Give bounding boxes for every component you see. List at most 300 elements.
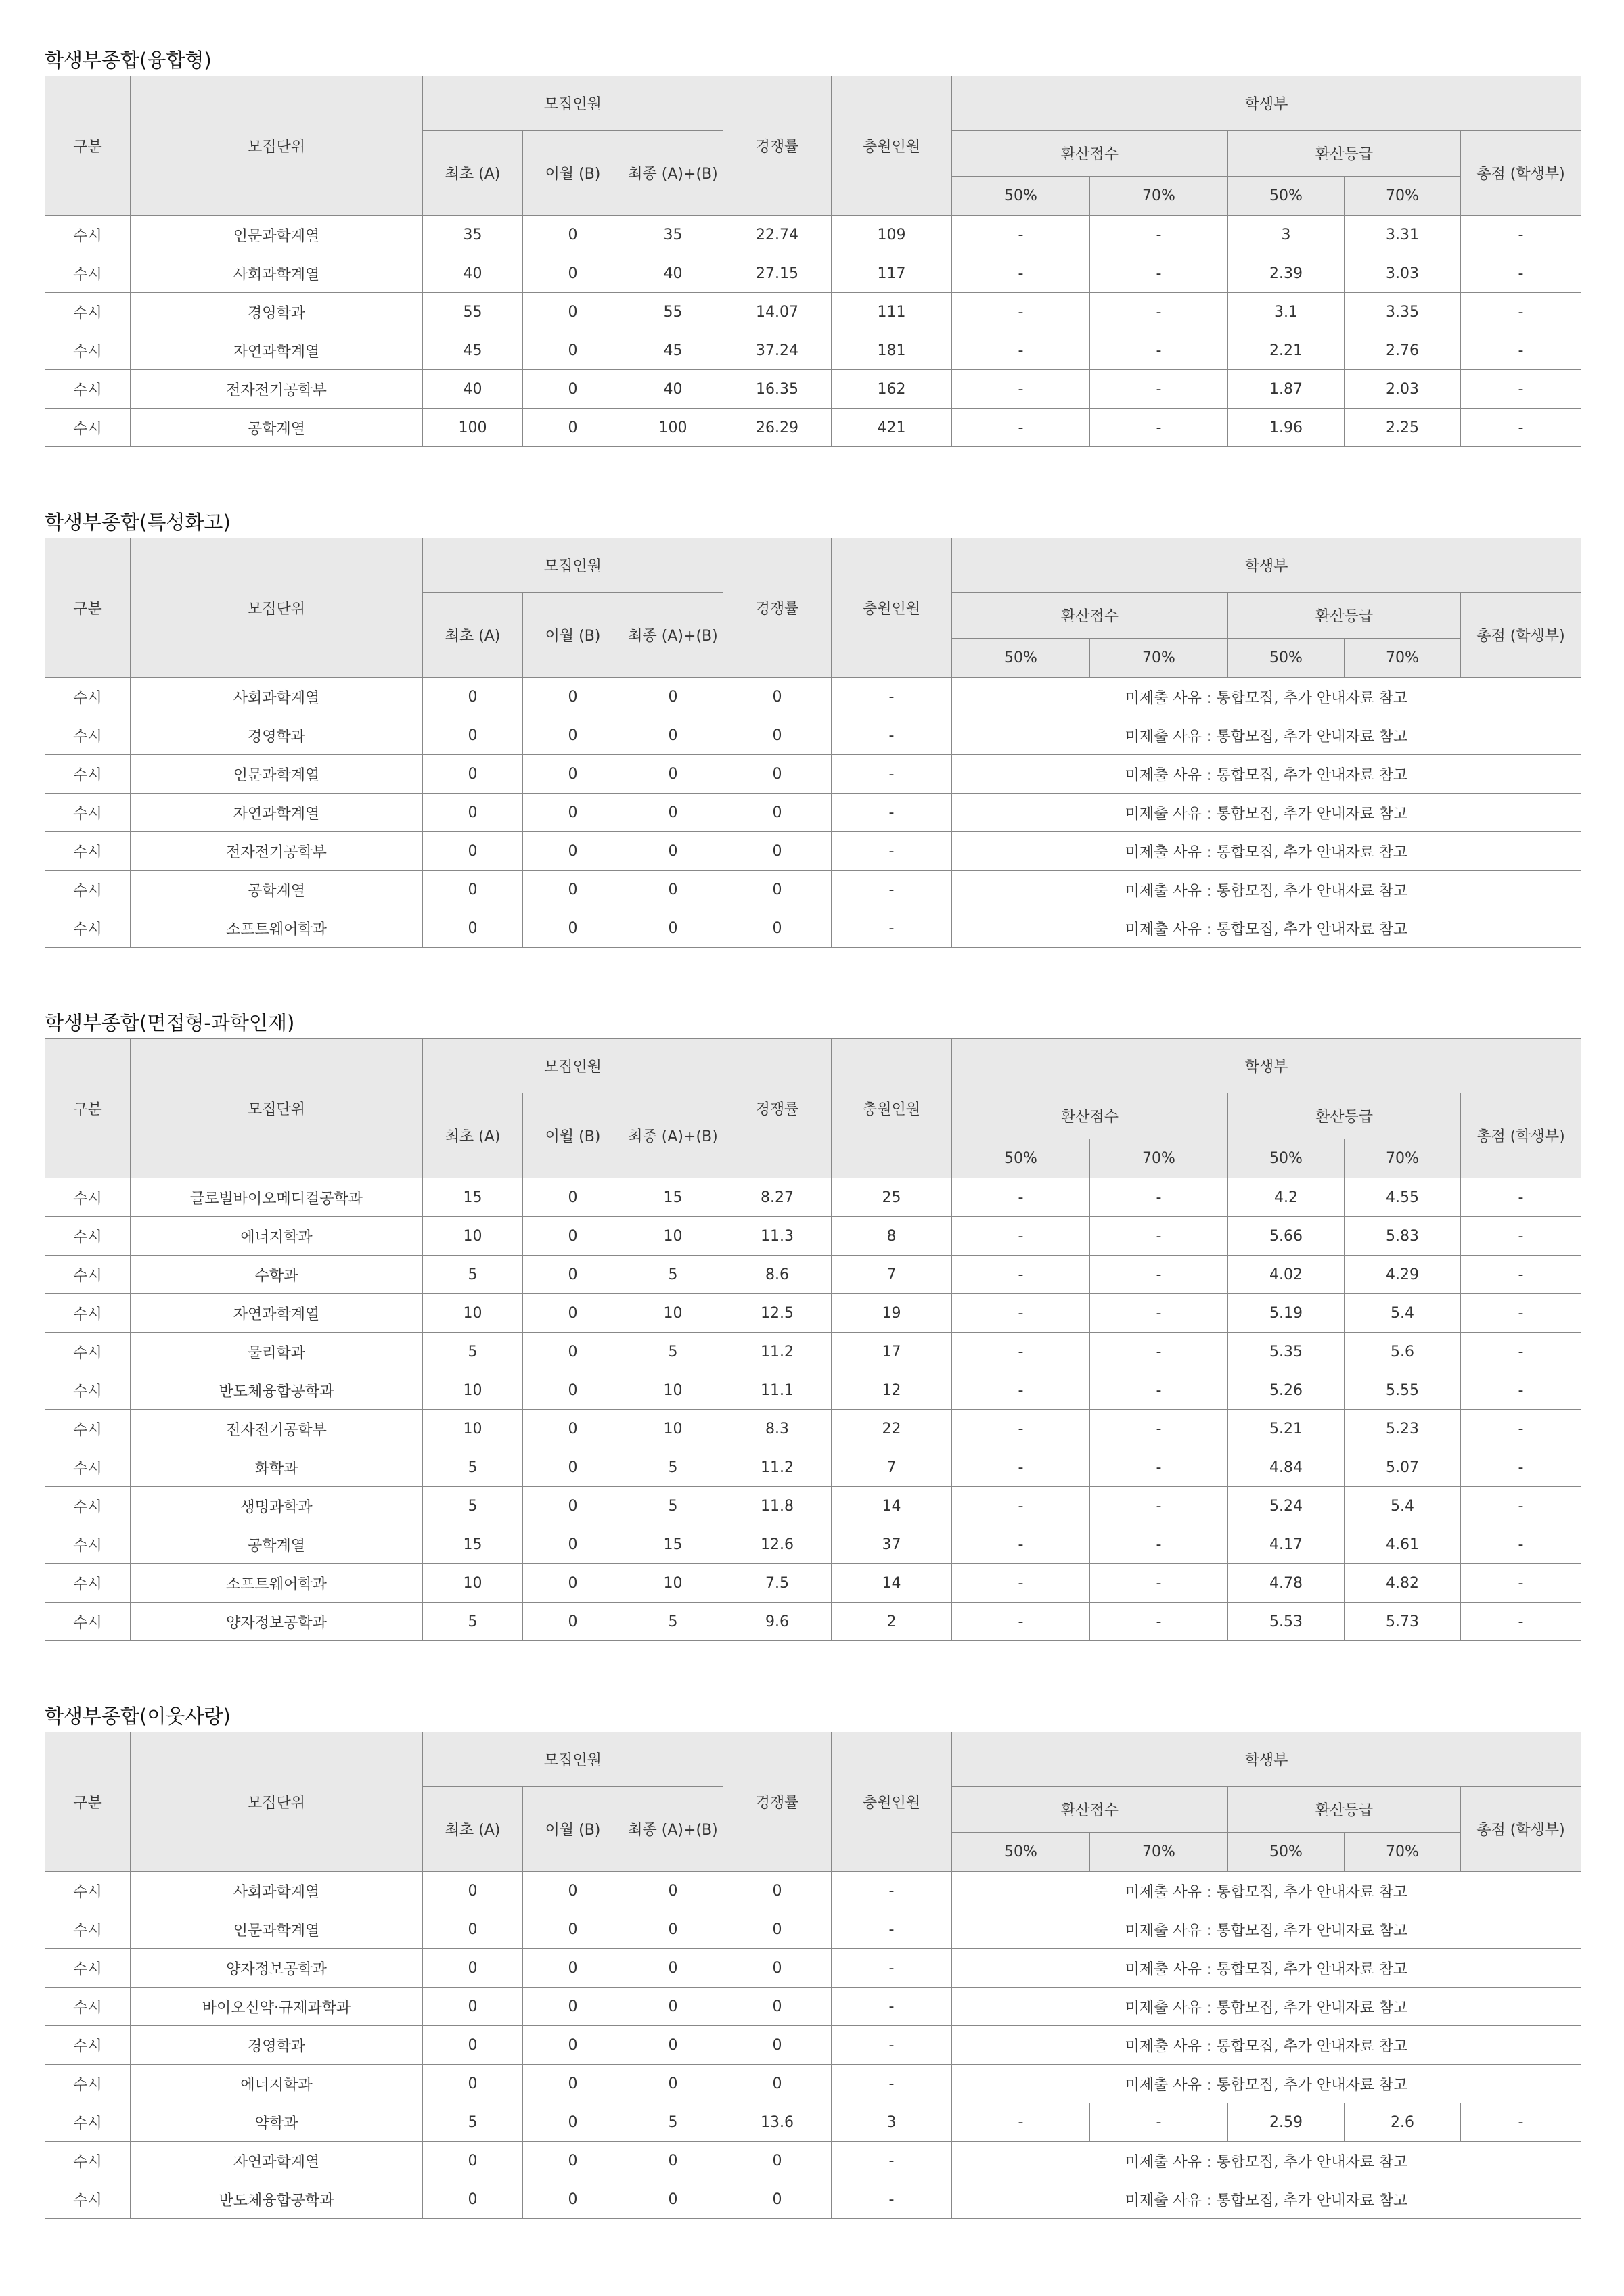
cell-total: - bbox=[1461, 1564, 1581, 1603]
table-row bbox=[45, 1487, 1581, 1525]
cell-filled: - bbox=[832, 2026, 952, 2065]
header-final: 최종 (A)+(B) bbox=[623, 593, 723, 678]
cell-ab: 10 bbox=[623, 1294, 723, 1333]
cell-s70: - bbox=[1090, 1371, 1228, 1410]
table-row bbox=[45, 1371, 1581, 1410]
cell-s50: - bbox=[952, 254, 1090, 293]
cell-ab: 15 bbox=[623, 1178, 723, 1217]
cell-a: 5 bbox=[423, 1487, 523, 1525]
cell-note: 미제출 사유 : 통합모집, 추가 안내자료 참고 bbox=[952, 678, 1581, 716]
cell-type: 수시 bbox=[45, 293, 131, 331]
cell-unit: 사회과학계열 bbox=[131, 254, 423, 293]
table-row bbox=[45, 1564, 1581, 1603]
cell-g50: 3.1 bbox=[1228, 293, 1345, 331]
cell-a: 0 bbox=[423, 2142, 523, 2180]
cell-g50: 3 bbox=[1228, 216, 1345, 254]
cell-type: 수시 bbox=[45, 1564, 131, 1603]
table-row bbox=[45, 1178, 1581, 1217]
cell-unit: 양자정보공학과 bbox=[131, 1949, 423, 1988]
cell-ab: 0 bbox=[623, 1949, 723, 1988]
cell-s70: - bbox=[1090, 1333, 1228, 1371]
cell-a: 0 bbox=[423, 909, 523, 948]
cell-type: 수시 bbox=[45, 2026, 131, 2065]
cell-type: 수시 bbox=[45, 2180, 131, 2219]
header-filled: 충원인원 bbox=[832, 538, 952, 678]
cell-total: - bbox=[1461, 254, 1581, 293]
admission-table bbox=[45, 1732, 1581, 2219]
header-grade: 환산등급 bbox=[1228, 1093, 1461, 1139]
cell-filled: 19 bbox=[832, 1294, 952, 1333]
admission-table bbox=[45, 76, 1581, 447]
cell-ab: 10 bbox=[623, 1371, 723, 1410]
header-grade-70: 70% bbox=[1345, 639, 1461, 678]
cell-g70: 3.35 bbox=[1345, 293, 1461, 331]
cell-unit: 인문과학계열 bbox=[131, 755, 423, 794]
cell-a: 0 bbox=[423, 2026, 523, 2065]
cell-type: 수시 bbox=[45, 1333, 131, 1371]
cell-unit: 전자전기공학부 bbox=[131, 832, 423, 871]
cell-unit: 경영학과 bbox=[131, 716, 423, 755]
cell-ratio: 0 bbox=[723, 1949, 832, 1988]
cell-ratio: 0 bbox=[723, 755, 832, 794]
cell-b: 0 bbox=[523, 1333, 623, 1371]
cell-ratio: 11.8 bbox=[723, 1487, 832, 1525]
table-row bbox=[45, 1525, 1581, 1564]
cell-unit: 화학과 bbox=[131, 1448, 423, 1487]
section-title: 학생부종합(면접형-과학인재) bbox=[45, 1011, 295, 1034]
cell-filled: - bbox=[832, 1988, 952, 2026]
cell-type: 수시 bbox=[45, 2142, 131, 2180]
cell-b: 0 bbox=[523, 1256, 623, 1294]
cell-g50: 2.21 bbox=[1228, 331, 1345, 370]
cell-ab: 0 bbox=[623, 832, 723, 871]
cell-g50: 5.24 bbox=[1228, 1487, 1345, 1525]
cell-filled: 37 bbox=[832, 1525, 952, 1564]
header-record: 학생부 bbox=[952, 76, 1581, 131]
cell-a: 40 bbox=[423, 370, 523, 409]
cell-unit: 반도체융합공학과 bbox=[131, 2180, 423, 2219]
header-score-50: 50% bbox=[952, 639, 1090, 678]
cell-total: - bbox=[1461, 1333, 1581, 1371]
cell-total: - bbox=[1461, 409, 1581, 447]
cell-b: 0 bbox=[523, 832, 623, 871]
header-unit: 모집단위 bbox=[131, 76, 423, 216]
cell-total: - bbox=[1461, 293, 1581, 331]
cell-ratio: 8.3 bbox=[723, 1410, 832, 1448]
cell-ratio: 0 bbox=[723, 716, 832, 755]
cell-b: 0 bbox=[523, 1178, 623, 1217]
cell-ab: 35 bbox=[623, 216, 723, 254]
cell-ratio: 0 bbox=[723, 832, 832, 871]
cell-g50: 4.84 bbox=[1228, 1448, 1345, 1487]
cell-g70: 3.03 bbox=[1345, 254, 1461, 293]
header-grade-70: 70% bbox=[1345, 1833, 1461, 1872]
table-row bbox=[45, 871, 1581, 909]
cell-ab: 55 bbox=[623, 293, 723, 331]
section-title: 학생부종합(특성화고) bbox=[45, 511, 231, 534]
header-score-70: 70% bbox=[1090, 177, 1228, 216]
cell-b: 0 bbox=[523, 254, 623, 293]
cell-b: 0 bbox=[523, 2026, 623, 2065]
header-ratio: 경쟁률 bbox=[723, 538, 832, 678]
cell-b: 0 bbox=[523, 2142, 623, 2180]
cell-ab: 0 bbox=[623, 678, 723, 716]
cell-unit: 물리학과 bbox=[131, 1333, 423, 1371]
cell-g70: 5.6 bbox=[1345, 1333, 1461, 1371]
cell-b: 0 bbox=[523, 1487, 623, 1525]
header-grade: 환산등급 bbox=[1228, 131, 1461, 177]
cell-filled: - bbox=[832, 755, 952, 794]
cell-type: 수시 bbox=[45, 1487, 131, 1525]
cell-type: 수시 bbox=[45, 1217, 131, 1256]
cell-ab: 5 bbox=[623, 1487, 723, 1525]
document-page bbox=[45, 0, 1581, 2219]
cell-filled: 3 bbox=[832, 2103, 952, 2142]
cell-g50: 2.59 bbox=[1228, 2103, 1345, 2142]
cell-filled: 109 bbox=[832, 216, 952, 254]
cell-ratio: 13.6 bbox=[723, 2103, 832, 2142]
cell-ab: 0 bbox=[623, 1910, 723, 1949]
cell-total: - bbox=[1461, 1448, 1581, 1487]
cell-ab: 0 bbox=[623, 909, 723, 948]
header-record: 학생부 bbox=[952, 1039, 1581, 1093]
cell-type: 수시 bbox=[45, 1256, 131, 1294]
table-row bbox=[45, 2103, 1581, 2142]
cell-ab: 15 bbox=[623, 1525, 723, 1564]
cell-g50: 4.78 bbox=[1228, 1564, 1345, 1603]
header-unit: 모집단위 bbox=[131, 1039, 423, 1178]
cell-g50: 1.87 bbox=[1228, 370, 1345, 409]
cell-unit: 에너지학과 bbox=[131, 2065, 423, 2103]
header-grade-50: 50% bbox=[1228, 1833, 1345, 1872]
cell-g70: 5.07 bbox=[1345, 1448, 1461, 1487]
table-row bbox=[45, 1603, 1581, 1641]
cell-b: 0 bbox=[523, 1448, 623, 1487]
cell-filled: - bbox=[832, 678, 952, 716]
cell-g50: 1.96 bbox=[1228, 409, 1345, 447]
cell-total: - bbox=[1461, 370, 1581, 409]
cell-ratio: 14.07 bbox=[723, 293, 832, 331]
cell-g70: 2.25 bbox=[1345, 409, 1461, 447]
cell-s50: - bbox=[952, 216, 1090, 254]
header-final: 최종 (A)+(B) bbox=[623, 1787, 723, 1872]
cell-g50: 5.66 bbox=[1228, 1217, 1345, 1256]
header-carry: 이월 (B) bbox=[523, 1787, 623, 1872]
cell-a: 10 bbox=[423, 1564, 523, 1603]
cell-ratio: 0 bbox=[723, 871, 832, 909]
table-row bbox=[45, 678, 1581, 716]
cell-type: 수시 bbox=[45, 1371, 131, 1410]
cell-ab: 0 bbox=[623, 755, 723, 794]
header-total: 총점 (학생부) bbox=[1461, 131, 1581, 216]
cell-a: 15 bbox=[423, 1525, 523, 1564]
cell-g70: 3.31 bbox=[1345, 216, 1461, 254]
cell-type: 수시 bbox=[45, 1872, 131, 1910]
cell-b: 0 bbox=[523, 331, 623, 370]
cell-ab: 0 bbox=[623, 2026, 723, 2065]
header-record: 학생부 bbox=[952, 538, 1581, 593]
header-initial: 최초 (A) bbox=[423, 1787, 523, 1872]
cell-type: 수시 bbox=[45, 678, 131, 716]
cell-a: 35 bbox=[423, 216, 523, 254]
table-row bbox=[45, 1949, 1581, 1988]
cell-unit: 경영학과 bbox=[131, 2026, 423, 2065]
cell-b: 0 bbox=[523, 755, 623, 794]
cell-ratio: 37.24 bbox=[723, 331, 832, 370]
table-row bbox=[45, 909, 1581, 948]
cell-b: 0 bbox=[523, 1564, 623, 1603]
cell-unit: 자연과학계열 bbox=[131, 794, 423, 832]
table-row bbox=[45, 1333, 1581, 1371]
cell-type: 수시 bbox=[45, 2065, 131, 2103]
cell-ratio: 0 bbox=[723, 2065, 832, 2103]
cell-a: 0 bbox=[423, 2180, 523, 2219]
header-recruit: 모집인원 bbox=[423, 1732, 723, 1787]
header-score-70: 70% bbox=[1090, 1139, 1228, 1178]
cell-type: 수시 bbox=[45, 794, 131, 832]
cell-note: 미제출 사유 : 통합모집, 추가 안내자료 참고 bbox=[952, 1910, 1581, 1949]
header-score-70: 70% bbox=[1090, 639, 1228, 678]
cell-ratio: 16.35 bbox=[723, 370, 832, 409]
cell-g50: 4.17 bbox=[1228, 1525, 1345, 1564]
cell-g70: 5.4 bbox=[1345, 1294, 1461, 1333]
header-gubun: 구분 bbox=[45, 538, 131, 678]
header-grade-70: 70% bbox=[1345, 1139, 1461, 1178]
header-carry: 이월 (B) bbox=[523, 131, 623, 216]
cell-a: 5 bbox=[423, 1603, 523, 1641]
cell-unit: 사회과학계열 bbox=[131, 1872, 423, 1910]
header-grade-50: 50% bbox=[1228, 1139, 1345, 1178]
cell-a: 0 bbox=[423, 832, 523, 871]
cell-g70: 5.83 bbox=[1345, 1217, 1461, 1256]
cell-s70: - bbox=[1090, 293, 1228, 331]
cell-note: 미제출 사유 : 통합모집, 추가 안내자료 참고 bbox=[952, 832, 1581, 871]
header-score-50: 50% bbox=[952, 1833, 1090, 1872]
table-row bbox=[45, 1988, 1581, 2026]
cell-total: - bbox=[1461, 1525, 1581, 1564]
table-row bbox=[45, 216, 1581, 254]
cell-a: 10 bbox=[423, 1371, 523, 1410]
table-row bbox=[45, 370, 1581, 409]
cell-ab: 0 bbox=[623, 2142, 723, 2180]
cell-filled: 14 bbox=[832, 1564, 952, 1603]
cell-unit: 전자전기공학부 bbox=[131, 370, 423, 409]
cell-ratio: 0 bbox=[723, 1988, 832, 2026]
cell-ratio: 0 bbox=[723, 794, 832, 832]
cell-s50: - bbox=[952, 1178, 1090, 1217]
header-initial: 최초 (A) bbox=[423, 593, 523, 678]
cell-filled: 2 bbox=[832, 1603, 952, 1641]
cell-a: 10 bbox=[423, 1410, 523, 1448]
cell-ratio: 0 bbox=[723, 678, 832, 716]
cell-s50: - bbox=[952, 1333, 1090, 1371]
cell-b: 0 bbox=[523, 2180, 623, 2219]
cell-s50: - bbox=[952, 1217, 1090, 1256]
header-score: 환산점수 bbox=[952, 1787, 1228, 1833]
cell-b: 0 bbox=[523, 216, 623, 254]
cell-ratio: 0 bbox=[723, 1872, 832, 1910]
cell-g70: 2.76 bbox=[1345, 331, 1461, 370]
cell-s70: - bbox=[1090, 1294, 1228, 1333]
cell-filled: 8 bbox=[832, 1217, 952, 1256]
cell-g70: 4.61 bbox=[1345, 1525, 1461, 1564]
cell-a: 0 bbox=[423, 678, 523, 716]
cell-type: 수시 bbox=[45, 755, 131, 794]
cell-total: - bbox=[1461, 1217, 1581, 1256]
cell-a: 45 bbox=[423, 331, 523, 370]
cell-s50: - bbox=[952, 1564, 1090, 1603]
cell-unit: 자연과학계열 bbox=[131, 331, 423, 370]
admission-table bbox=[45, 538, 1581, 948]
header-initial: 최초 (A) bbox=[423, 131, 523, 216]
cell-a: 0 bbox=[423, 1988, 523, 2026]
cell-ratio: 11.2 bbox=[723, 1448, 832, 1487]
cell-g70: 4.29 bbox=[1345, 1256, 1461, 1294]
header-filled: 충원인원 bbox=[832, 1039, 952, 1178]
cell-type: 수시 bbox=[45, 254, 131, 293]
cell-b: 0 bbox=[523, 1525, 623, 1564]
cell-g70: 4.55 bbox=[1345, 1178, 1461, 1217]
cell-ratio: 0 bbox=[723, 2142, 832, 2180]
header-grade-50: 50% bbox=[1228, 177, 1345, 216]
cell-ratio: 8.6 bbox=[723, 1256, 832, 1294]
cell-total: - bbox=[1461, 1603, 1581, 1641]
cell-ab: 45 bbox=[623, 331, 723, 370]
cell-unit: 글로벌바이오메디컬공학과 bbox=[131, 1178, 423, 1217]
cell-s50: - bbox=[952, 2103, 1090, 2142]
cell-unit: 약학과 bbox=[131, 2103, 423, 2142]
cell-ab: 0 bbox=[623, 871, 723, 909]
cell-s50: - bbox=[952, 1487, 1090, 1525]
cell-total: - bbox=[1461, 331, 1581, 370]
cell-ratio: 0 bbox=[723, 2026, 832, 2065]
table-row bbox=[45, 2180, 1581, 2219]
cell-g70: 2.03 bbox=[1345, 370, 1461, 409]
cell-filled: 117 bbox=[832, 254, 952, 293]
cell-type: 수시 bbox=[45, 409, 131, 447]
cell-type: 수시 bbox=[45, 1949, 131, 1988]
cell-filled: 17 bbox=[832, 1333, 952, 1371]
cell-unit: 인문과학계열 bbox=[131, 216, 423, 254]
cell-note: 미제출 사유 : 통합모집, 추가 안내자료 참고 bbox=[952, 2026, 1581, 2065]
cell-unit: 수학과 bbox=[131, 1256, 423, 1294]
cell-filled: - bbox=[832, 794, 952, 832]
cell-unit: 인문과학계열 bbox=[131, 1910, 423, 1949]
cell-g70: 5.55 bbox=[1345, 1371, 1461, 1410]
table-row bbox=[45, 1872, 1581, 1910]
cell-s50: - bbox=[952, 1603, 1090, 1641]
cell-unit: 전자전기공학부 bbox=[131, 1410, 423, 1448]
cell-ab: 40 bbox=[623, 370, 723, 409]
cell-a: 40 bbox=[423, 254, 523, 293]
cell-note: 미제출 사유 : 통합모집, 추가 안내자료 참고 bbox=[952, 2142, 1581, 2180]
section-title: 학생부종합(융합형) bbox=[45, 49, 212, 72]
cell-filled: 7 bbox=[832, 1256, 952, 1294]
cell-a: 0 bbox=[423, 794, 523, 832]
header-grade-50: 50% bbox=[1228, 639, 1345, 678]
cell-b: 0 bbox=[523, 293, 623, 331]
cell-ratio: 11.1 bbox=[723, 1371, 832, 1410]
table-row bbox=[45, 1410, 1581, 1448]
admission-table bbox=[45, 1038, 1581, 1641]
cell-s50: - bbox=[952, 1448, 1090, 1487]
header-filled: 충원인원 bbox=[832, 1732, 952, 1872]
cell-a: 0 bbox=[423, 755, 523, 794]
header-unit: 모집단위 bbox=[131, 1732, 423, 1872]
cell-unit: 생명과학과 bbox=[131, 1487, 423, 1525]
cell-type: 수시 bbox=[45, 216, 131, 254]
cell-s70: - bbox=[1090, 1603, 1228, 1641]
cell-filled: 181 bbox=[832, 331, 952, 370]
header-ratio: 경쟁률 bbox=[723, 1732, 832, 1872]
cell-a: 5 bbox=[423, 2103, 523, 2142]
cell-b: 0 bbox=[523, 370, 623, 409]
header-score-50: 50% bbox=[952, 1139, 1090, 1178]
cell-type: 수시 bbox=[45, 1910, 131, 1949]
cell-type: 수시 bbox=[45, 2103, 131, 2142]
header-gubun: 구분 bbox=[45, 1732, 131, 1872]
cell-unit: 사회과학계열 bbox=[131, 678, 423, 716]
cell-filled: - bbox=[832, 871, 952, 909]
header-carry: 이월 (B) bbox=[523, 593, 623, 678]
cell-ratio: 22.74 bbox=[723, 216, 832, 254]
cell-unit: 경영학과 bbox=[131, 293, 423, 331]
header-score: 환산점수 bbox=[952, 593, 1228, 639]
cell-a: 5 bbox=[423, 1256, 523, 1294]
cell-type: 수시 bbox=[45, 1525, 131, 1564]
cell-total: - bbox=[1461, 216, 1581, 254]
cell-s70: - bbox=[1090, 1525, 1228, 1564]
cell-filled: - bbox=[832, 1872, 952, 1910]
header-recruit: 모집인원 bbox=[423, 76, 723, 131]
cell-b: 0 bbox=[523, 1294, 623, 1333]
cell-s70: - bbox=[1090, 1217, 1228, 1256]
cell-total: - bbox=[1461, 2103, 1581, 2142]
cell-a: 0 bbox=[423, 1949, 523, 1988]
cell-a: 5 bbox=[423, 1448, 523, 1487]
cell-s50: - bbox=[952, 1525, 1090, 1564]
cell-total: - bbox=[1461, 1410, 1581, 1448]
cell-ab: 10 bbox=[623, 1564, 723, 1603]
cell-b: 0 bbox=[523, 1949, 623, 1988]
cell-filled: 111 bbox=[832, 293, 952, 331]
cell-ab: 10 bbox=[623, 1410, 723, 1448]
cell-ab: 0 bbox=[623, 794, 723, 832]
cell-note: 미제출 사유 : 통합모집, 추가 안내자료 참고 bbox=[952, 794, 1581, 832]
table-row bbox=[45, 1256, 1581, 1294]
cell-ab: 100 bbox=[623, 409, 723, 447]
cell-unit: 바이오신약·규제과학과 bbox=[131, 1988, 423, 2026]
cell-a: 0 bbox=[423, 2065, 523, 2103]
cell-s50: - bbox=[952, 331, 1090, 370]
table-row bbox=[45, 832, 1581, 871]
cell-unit: 소프트웨어학과 bbox=[131, 909, 423, 948]
header-score-70: 70% bbox=[1090, 1833, 1228, 1872]
cell-a: 0 bbox=[423, 716, 523, 755]
cell-s50: - bbox=[952, 409, 1090, 447]
cell-unit: 에너지학과 bbox=[131, 1217, 423, 1256]
cell-g50: 4.2 bbox=[1228, 1178, 1345, 1217]
cell-s50: - bbox=[952, 370, 1090, 409]
cell-unit: 공학계열 bbox=[131, 1525, 423, 1564]
cell-a: 0 bbox=[423, 1872, 523, 1910]
cell-note: 미제출 사유 : 통합모집, 추가 안내자료 참고 bbox=[952, 2065, 1581, 2103]
cell-ab: 5 bbox=[623, 1256, 723, 1294]
cell-s50: - bbox=[952, 293, 1090, 331]
cell-note: 미제출 사유 : 통합모집, 추가 안내자료 참고 bbox=[952, 2180, 1581, 2219]
cell-unit: 자연과학계열 bbox=[131, 2142, 423, 2180]
cell-filled: - bbox=[832, 2180, 952, 2219]
